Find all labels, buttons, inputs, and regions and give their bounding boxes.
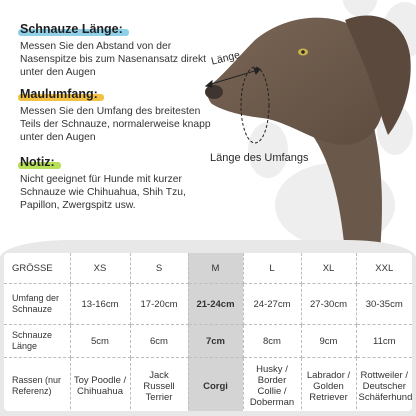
muzzle-circumference-info — [18, 85, 223, 144]
table-cell: 24-27cm — [243, 284, 301, 325]
table-cell: 11cm — [356, 325, 412, 358]
snout-length-heading: Schnauze Länge: — [18, 22, 125, 36]
snout-length-info — [18, 20, 223, 79]
table-cell: 21-24cm — [188, 284, 243, 325]
table-cell: 5cm — [70, 325, 130, 358]
table-cell: 7cm — [188, 325, 243, 358]
header-cell: XS — [70, 253, 130, 284]
muzzle-circumference-text: Messen Sie den Umfang des breitesten Teils der Schnauze, normalerweise knapp unter den Augen — [20, 106, 211, 143]
header-cell: L — [243, 253, 301, 284]
table-row — [4, 284, 412, 325]
note-text: Nicht geeignet für Hunde mit kurzer Schnauze wie Chihuahua, Shih Tzu, Papillon, Zwergspitz usw. — [20, 174, 186, 211]
table-cell: 8cm — [243, 325, 301, 358]
size-table — [4, 253, 412, 411]
table-header-row — [4, 253, 412, 284]
table-cell: 27-30cm — [301, 284, 356, 325]
table-cell: Toy Poodle / Chihuahua — [70, 358, 130, 412]
table-cell: Jack Russell Terrier — [130, 358, 188, 412]
table-cell: Corgi — [188, 358, 243, 412]
table-cell: 17-20cm — [130, 284, 188, 325]
table-cell: 6cm — [130, 325, 188, 358]
snout-length-text: Messen Sie den Abstand von der Nasenspitze bis zum Nasenansatz direkt unter den Augen — [20, 41, 207, 78]
table-row — [4, 325, 412, 358]
header-cell: S — [130, 253, 188, 284]
row-label: Rassen (nur Referenz) — [4, 358, 70, 412]
header-cell: M — [188, 253, 243, 284]
table-cell: 30-35cm — [356, 284, 412, 325]
table-cell: 13-16cm — [70, 284, 130, 325]
header-cell: GRÖSSE — [4, 253, 70, 284]
note-info — [18, 153, 223, 212]
length-label: Länge — [210, 48, 242, 68]
table-cell: Rottweiler / Deutscher Schäferhund — [358, 369, 412, 403]
table-cell: Husky / Border Collie / Doberman — [243, 358, 301, 412]
table-row — [4, 358, 412, 412]
header-cell: XL — [301, 253, 356, 284]
row-label: Umfang der Schnauze — [4, 284, 70, 325]
table-cell: 9cm — [301, 325, 356, 358]
note-heading: Notiz: — [18, 155, 57, 169]
row-label: Schnauze Länge — [4, 325, 70, 358]
header-cell: XXL — [356, 253, 412, 284]
size-chart — [4, 253, 412, 411]
table-cell: Labrador / Golden Retriever — [301, 358, 356, 412]
muzzle-circumference-heading: Maulumfang: — [18, 87, 100, 101]
circumference-label: Länge des Umfangs — [210, 152, 309, 164]
